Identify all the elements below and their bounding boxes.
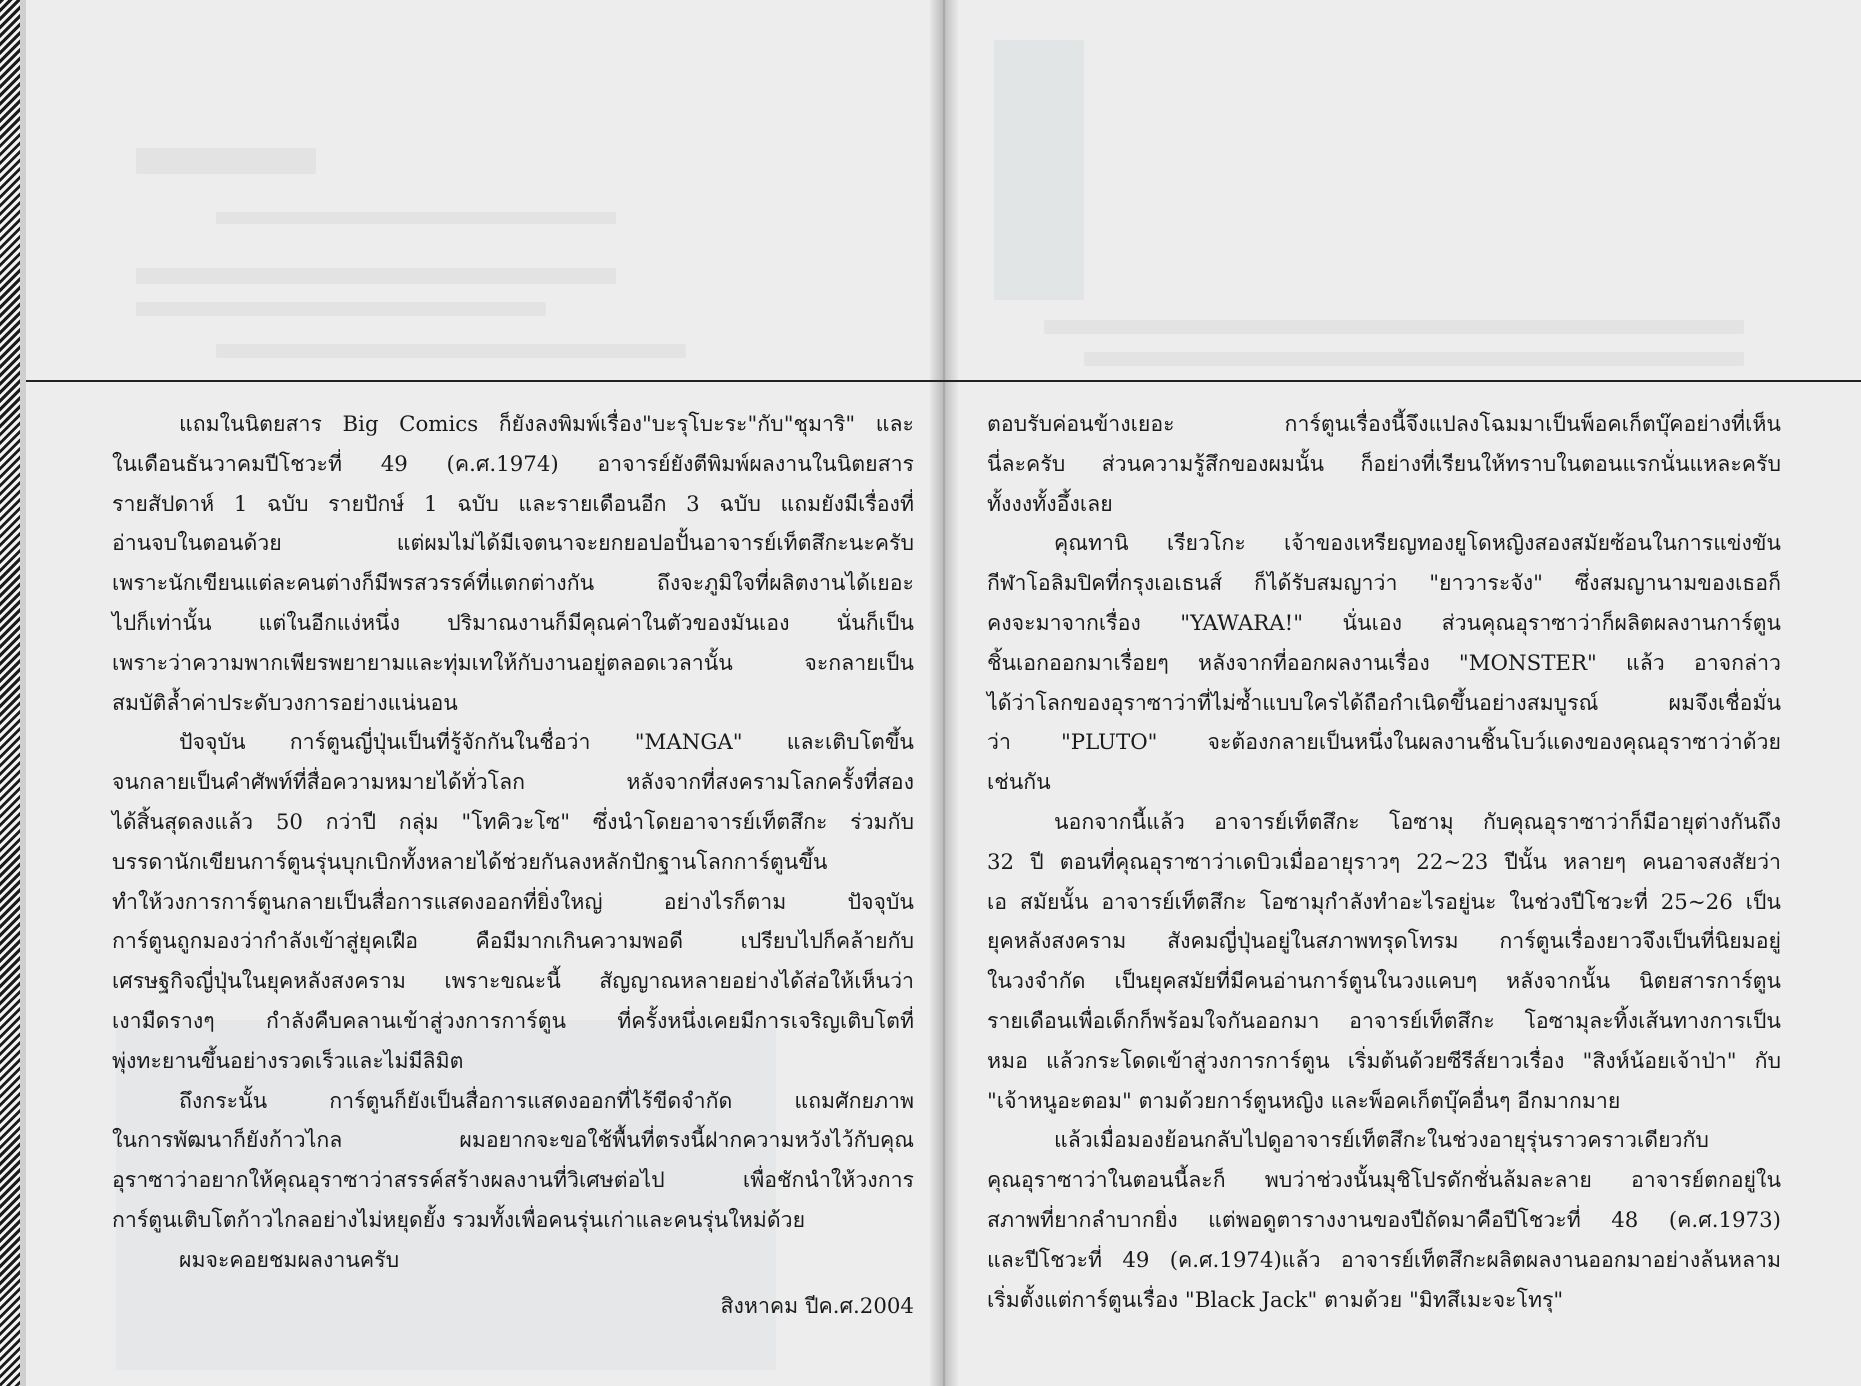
paragraph-line: ตอบรับค่อนข้างเยอะ การ์ตูนเรื่องนี้จึงแปลงโฉมมาเป็นพ็อคเก็ตบุ๊คอย่างที่เห็น	[987, 412, 1781, 437]
paragraph-line: ยุคหลังสงคราม สังคมญี่ปุ่นอยู่ในสภาพทรุดโทรม การ์ตูนเรื่องยาวจึงเป็นที่นิยมอยู่	[987, 929, 1781, 955]
paragraph-line: แล้วเมื่อมองย้อนกลับไปดูอาจารย์เท็ตสึกะในช่วงอายุรุ่นราวคราวเดียวกับ	[1054, 1128, 1709, 1154]
paragraph-line: หมอ แล้วกระโดดเข้าสู่วงการการ์ตูน เริ่มต้นด้วยซีรีส์ยาวเรื่อง "สิงห์น้อยเจ้าป่า" กับ	[987, 1048, 1781, 1074]
paragraph-line: แถมในนิตยสาร Big Comics ก็ยังลงพิมพ์เรื่อง"บะรุโบะระ"กับ"ชุมาริ" และ	[179, 412, 914, 437]
paragraph-line: เอ สมัยนั้น อาจารย์เท็ตสึกะ โอซามุกำลังทำอะไรอยู่นะ ในช่วงปีโชวะที่ 25~26 เป็น	[987, 889, 1781, 915]
left-page-text	[112, 405, 914, 1326]
paragraph-line: การ์ตูนเติบโตก้าวไกลอย่างไม่หยุดยั้ง รวมทั้งเพื่อคนรุ่นเก่าและคนรุ่นใหม่ด้วย	[112, 1207, 806, 1233]
paragraph-line: นี่ละครับ ส่วนความรู้สึกของผมนั้น ก็อย่างที่เรียนให้ทราบในตอนแรกนั่นแหละครับ	[987, 451, 1781, 477]
paragraph-line: ทั้งงงทั้งอึ้งเลย	[987, 491, 1113, 517]
paragraph-line: ในการพัฒนาก็ยังก้าวไกล ผมอยากจะขอใช้พื้นที่ตรงนี้ฝากความหวังไว้กับคุณ	[112, 1128, 914, 1154]
paragraph-line: ทำให้วงการการ์ตูนกลายเป็นสื่อการแสดงออกที่ยิ่งใหญ่ อย่างไรก็ตาม ปัจจุบัน	[112, 889, 914, 915]
paragraph-line: ในวงจำกัด เป็นยุคสมัยที่มีคนอ่านการ์ตูนในวงแคบๆ หลังจากนั้น นิตยสารการ์ตูน	[987, 969, 1781, 995]
paragraph-line: จนกลายเป็นคำศัพท์ที่สื่อความหมายได้ทั่วโลก หลังจากที่สงครามโลกครั้งที่สอง	[112, 770, 914, 796]
paragraph-line: คงจะมาจากเรื่อง "YAWARA!" นั่นเอง ส่วนคุณอุราซาว่าก็ผลิตผลงานการ์ตูน	[987, 610, 1781, 636]
paragraph-line: คุณอุราซาว่าในตอนนี้ละก็ พบว่าช่วงนั้นมุชิโปรดักชั่นล้มละลาย อาจารย์ตกอยู่ใน	[987, 1168, 1781, 1194]
paragraph-line: อ่านจบในตอนด้วย แต่ผมไม่ได้มีเจตนาจะยกยอปอปั้นอาจารย์เท็ตสึกะนะครับ	[112, 531, 914, 557]
paragraph-line: และปีโชวะที่ 49 (ค.ศ.1974)แล้ว อาจารย์เท็ตสึกะผลิตผลงานออกมาอย่างล้นหลาม	[987, 1247, 1781, 1273]
paragraph-line: กีฬาโอลิมปิคที่กรุงเอเธนส์ ก็ได้รับสมญาว่า "ยาวาระจัง" ซึ่งสมญานามของเธอก็	[987, 571, 1781, 597]
paragraph-line: พุ่งทะยานขึ้นอย่างรวดเร็วและไม่มีลิมิต	[112, 1048, 464, 1074]
paragraph-line: ได้ว่าโลกของอุราซาว่าที่ไม่ซ้ำแบบใครได้ถือกำเนิดขึ้นอย่างสมบูรณ์ ผมจึงเชื่อมั่น	[987, 690, 1781, 716]
paragraph-line: ชิ้นเอกออกมาเรื่อยๆ หลังจากที่ออกผลงานเรื่อง "MONSTER" แล้ว อาจกล่าว	[987, 650, 1781, 676]
paragraph-line: ว่า "PLUTO" จะต้องกลายเป็นหนึ่งในผลงานชิ้นโบว์แดงของคุณอุราซาว่าด้วย	[987, 730, 1781, 756]
show-through-line	[136, 302, 546, 316]
paragraph-line: ได้สิ้นสุดลงแล้ว 50 กว่าปี กลุ่ม "โทคิวะโซ" ซึ่งนำโดยอาจารย์เท็ตสึกะ ร่วมกับ	[112, 809, 914, 835]
paragraph-line: เริ่มตั้งแต่การ์ตูนเรื่อง "Black Jack" ตามด้วย "มิทสึเมะจะโทรุ"	[987, 1287, 1564, 1313]
paragraph-line: สภาพที่ยากลำบากยิ่ง แต่พอดูตารางงานของปีถัดมาคือปีโชวะที่ 48 (ค.ศ.1973)	[987, 1207, 1781, 1233]
paragraph-line: นอกจากนี้แล้ว อาจารย์เท็ตสึกะ โอซามุ กับคุณอุราซาว่าก็มีอายุต่างกันถึง	[1054, 809, 1781, 835]
paragraph-line: เศรษฐกิจญี่ปุ่นในยุคหลังสงคราม เพราะขณะนี้ สัญญาณหลายอย่างได้ส่อให้เห็นว่า	[112, 969, 914, 995]
paragraph-line: ถึงกระนั้น การ์ตูนก็ยังเป็นสื่อการแสดงออกที่ไร้ขีดจำกัด แถมศักยภาพ	[179, 1088, 914, 1114]
paragraph-line: การ์ตูนถูกมองว่ากำลังเข้าสู่ยุคเฝือ คือมีมากเกินความพอดี เปรียบไปก็คล้ายกับ	[112, 929, 914, 955]
paragraph-line: "เจ้าหนูอะตอม" ตามด้วยการ์ตูนหญิง และพ็อคเก็ตบุ๊คอื่นๆ อีกมากมาย	[987, 1088, 1621, 1114]
closing-line: ผมจะคอยชมผลงานครับ	[179, 1247, 400, 1273]
header-rule-right	[944, 380, 1861, 382]
signature-date: สิงหาคม ปีค.ศ.2004	[720, 1293, 914, 1319]
show-through-line	[1084, 352, 1744, 366]
header-rule-left	[26, 380, 944, 382]
show-through-line	[136, 148, 316, 174]
paragraph-line: เช่นกัน	[987, 770, 1051, 796]
paragraph-line: ไปก็เท่านั้น แต่ในอีกแง่หนึ่ง ปริมาณงานก็มีคุณค่าในตัวของมันเอง นั่นก็เป็น	[112, 610, 914, 636]
paragraph-line: เพราะนักเขียนแต่ละคนต่างก็มีพรสวรรค์ที่แตกต่างกัน ถึงจะภูมิใจที่ผลิตงานได้เยอะ	[112, 571, 914, 597]
paragraph-line: อุราซาว่าอยากให้คุณอุราซาว่าสรรค์สร้างผลงานที่วิเศษต่อไป เพื่อชักนำให้วงการ	[112, 1168, 914, 1194]
paragraph-line: คุณทานิ เรียวโกะ เจ้าของเหรียญทองยูโดหญิงสองสมัยซ้อนในการแข่งขัน	[1054, 531, 1781, 557]
paragraph-line: รายเดือนเพื่อเด็กก็พร้อมใจกันออกมา อาจารย์เท็ตสึกะ โอซามุละทิ้งเส้นทางการเป็น	[987, 1008, 1781, 1034]
book-spine-edge	[0, 0, 26, 1386]
paragraph-line: เงามืดรางๆ กำลังคืบคลานเข้าสู่วงการการ์ตูน ที่ครั้งหนึ่งเคยมีการเจริญเติบโตที่	[112, 1008, 914, 1034]
paragraph-line: 32 ปี ตอนที่คุณอุราซาว่าเดบิวเมื่ออายุราวๆ 22~23 ปีนั้น หลายๆ คนอาจสงสัยว่า	[987, 849, 1781, 875]
show-through-line	[216, 212, 616, 224]
paragraph-line: ปัจจุบัน การ์ตูนญี่ปุ่นเป็นที่รู้จักกันในชื่อว่า "MANGA" และเติบโตขึ้น	[179, 730, 914, 756]
paragraph-line: สมบัติล้ำค่าประดับวงการอย่างแน่นอน	[112, 690, 458, 716]
paragraph-line: บรรดานักเขียนการ์ตูนรุ่นบุกเบิกทั้งหลายได้ช่วยกันลงหลักปักฐานโลกการ์ตูนขึ้น	[112, 849, 828, 875]
show-through-line	[136, 268, 616, 284]
right-page-text	[987, 405, 1781, 1320]
paragraph-line: เพราะว่าความพากเพียรพยายามและทุ่มเทให้กับงานอยู่ตลอดเวลานั้น จะกลายเป็น	[112, 650, 914, 676]
show-through-line	[1044, 320, 1744, 334]
show-through-line	[216, 344, 686, 358]
paragraph-line: ในเดือนธันวาคมปีโชวะที่ 49 (ค.ศ.1974) อาจารย์ยังตีพิมพ์ผลงานในนิตยสาร	[112, 451, 914, 477]
paragraph-line: รายสัปดาห์ 1 ฉบับ รายปักษ์ 1 ฉบับ และรายเดือนอีก 3 ฉบับ แถมยังมีเรื่องที่	[112, 491, 914, 517]
show-through-block	[994, 40, 1084, 300]
book-gutter	[930, 0, 958, 1386]
